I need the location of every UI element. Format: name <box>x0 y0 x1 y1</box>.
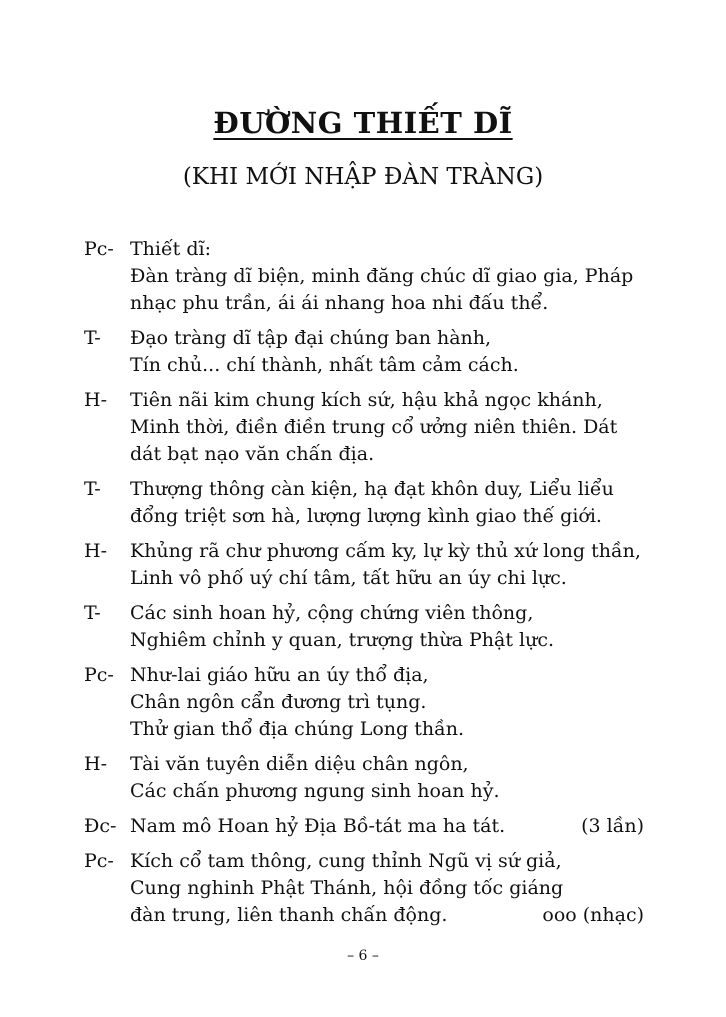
entry-lines <box>130 325 652 379</box>
speaker-label: Đc- <box>84 815 117 837</box>
dialogue-entry <box>84 236 652 317</box>
page-subtitle: (KHI MỚI NHẬP ĐÀN TRÀNG) <box>182 164 544 190</box>
line-text: Nghiêm chỉnh y quan, trượng thừa Phật lực. <box>130 629 555 651</box>
line-text: Chân ngôn cẩn đương trì tụng. <box>130 691 427 713</box>
speaker-label: T- <box>84 478 101 500</box>
text-line <box>130 352 652 379</box>
line-text: Đàn tràng dĩ biện, minh đăng chúc dĩ giao gia, Pháp <box>130 265 634 287</box>
line-text: Nam mô Hoan hỷ Địa Bồ-tát ma ha tát. <box>130 815 506 837</box>
text-line <box>130 263 652 290</box>
line-text: đàn trung, liên thanh chấn động. <box>130 904 448 926</box>
line-text: Tài văn tuyên diễn diệu chân ngôn, <box>130 753 469 775</box>
dialogue-entry <box>84 476 652 530</box>
entry-lines <box>130 751 652 805</box>
line-text: Minh thời, điền điền trung cổ ưởng niên thiên. Dát <box>130 416 618 438</box>
text-line <box>130 751 652 778</box>
text-line <box>130 813 652 840</box>
dialogue-entry <box>84 600 652 654</box>
text-line <box>130 689 652 716</box>
line-text: Tín chủ... chí thành, nhất tâm cảm cách. <box>130 354 519 376</box>
line-note: (3 lần) <box>581 815 644 837</box>
entry-lines <box>130 662 652 743</box>
text-line <box>130 875 652 902</box>
text-line <box>130 662 652 689</box>
line-text: Đạo tràng dĩ tập đại chúng ban hành, <box>130 327 492 349</box>
entry-lines <box>130 848 652 929</box>
speaker-label: H- <box>84 753 107 775</box>
document-body <box>84 236 652 937</box>
entry-lines <box>130 476 652 530</box>
dialogue-entry <box>84 662 652 743</box>
line-text: Thử gian thổ địa chúng Long thần. <box>130 718 465 740</box>
line-text: Cung nghinh Phật Thánh, hội đồng tốc giáng <box>130 877 564 899</box>
page-number: – 6 – <box>347 948 379 964</box>
entry-lines <box>130 813 652 840</box>
text-line <box>130 902 652 929</box>
text-line <box>130 538 652 565</box>
text-line <box>130 627 652 654</box>
text-line <box>130 290 652 317</box>
dialogue-entry <box>84 751 652 805</box>
speaker-label: H- <box>84 540 107 562</box>
line-text: Khủng rã chư phương cấm ky, lự kỳ thủ xứ long thần, <box>130 540 641 562</box>
line-text: Các sinh hoan hỷ, cộng chứng viên thông, <box>130 602 534 624</box>
line-text: Thiết dĩ: <box>130 238 211 260</box>
line-text: Các chấn phương ngung sinh hoan hỷ. <box>130 780 500 802</box>
line-text: Tiên nãi kim chung kích sứ, hậu khả ngọc khánh, <box>130 389 603 411</box>
dialogue-entry <box>84 387 652 468</box>
text-line <box>130 600 652 627</box>
line-text: dát bạt nạo văn chấn địa. <box>130 443 375 465</box>
speaker-label: Pc- <box>84 664 114 686</box>
line-text: Như-lai giáo hữu an úy thổ địa, <box>130 664 429 686</box>
dialogue-entry <box>84 848 652 929</box>
line-note: ooo (nhạc) <box>542 904 644 926</box>
speaker-label: Pc- <box>84 238 114 260</box>
line-text: Kích cổ tam thông, cung thỉnh Ngũ vị sứ giả, <box>130 850 562 872</box>
entry-lines <box>130 387 652 468</box>
speaker-label: H- <box>84 389 107 411</box>
text-line <box>130 441 652 468</box>
entry-lines <box>130 600 652 654</box>
speaker-label: T- <box>84 327 101 349</box>
speaker-label: Pc- <box>84 850 114 872</box>
text-line <box>130 236 652 263</box>
dialogue-entry <box>84 538 652 592</box>
entry-lines <box>130 538 652 592</box>
text-line <box>130 778 652 805</box>
text-line <box>130 565 652 592</box>
text-line <box>130 387 652 414</box>
dialogue-entry <box>84 325 652 379</box>
text-line <box>130 476 652 503</box>
speaker-label: T- <box>84 602 101 624</box>
text-line <box>130 503 652 530</box>
text-line <box>130 716 652 743</box>
line-text: Linh vô phố uý chí tâm, tất hữu an úy chi lực. <box>130 567 567 589</box>
entry-lines <box>130 236 652 317</box>
line-text: Thượng thông càn kiện, hạ đạt khôn duy, Liểu liểu <box>130 478 614 500</box>
text-line <box>130 325 652 352</box>
text-line <box>130 414 652 441</box>
dialogue-entry <box>84 813 652 840</box>
line-text: đổng triệt sơn hà, lượng lượng kình giao thế giới. <box>130 505 602 527</box>
page-title: ĐƯỜNG THIẾT DĨ <box>213 106 513 140</box>
line-text: nhạc phu trần, ái ái nhang hoa nhi đấu thể. <box>130 292 549 314</box>
text-line <box>130 848 652 875</box>
